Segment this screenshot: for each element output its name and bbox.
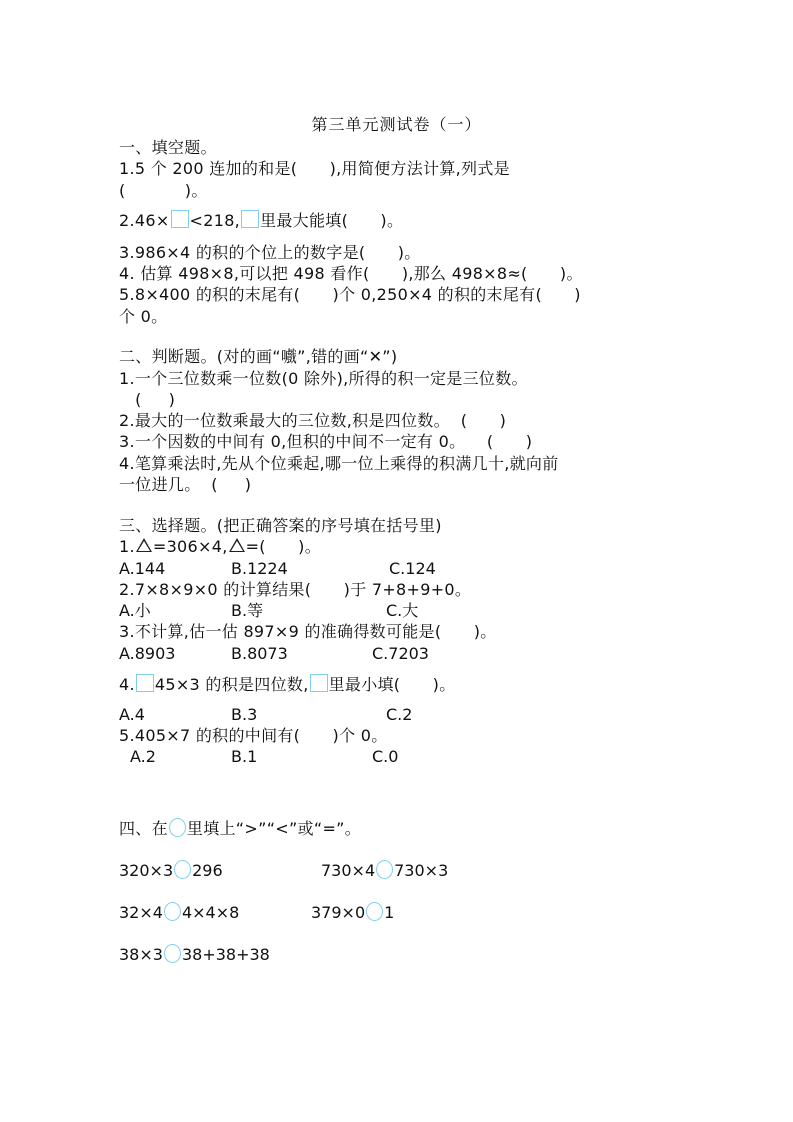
s3-q3-option-b: B.8073 [231, 644, 288, 663]
page-title: 第三单元测试卷（一） [311, 115, 482, 134]
s1-q4: 4. 估算 498×8,可以把 498 看作( ),那么 498×8≈( )。 [119, 264, 583, 283]
s1-q1-line2: ( )。 [119, 181, 208, 200]
s3-q1 [119, 536, 321, 558]
s3-q4-option-a: A.4 [119, 705, 145, 724]
triangle-icon [229, 538, 245, 552]
blank-square-icon [310, 674, 328, 692]
s3-q5-option-b: B.1 [231, 747, 258, 766]
s3-q2: 2.7×8×9×0 的计算结果( )于 7+8+9+0。 [119, 580, 472, 599]
section-1-heading: 一、填空题。 [119, 138, 217, 157]
blank-circle-icon [169, 818, 186, 837]
s1-q5-line1: 5.8×400 的积的末尾有( )个 0,250×4 的积的末尾有( ) [119, 285, 581, 304]
s3-q3: 3.不计算,估一估 897×9 的准确得数可能是( )。 [119, 622, 497, 641]
s4-heading-part2: 里填上“>”“<”或“=”。 [186, 819, 362, 838]
compare-left: 320×3 [119, 861, 174, 880]
s3-q5-option-a: A.2 [130, 747, 156, 766]
compare-item-1 [119, 860, 223, 882]
s2-q2: 2.最大的一位数乘最大的三位数,积是四位数。 ( ) [119, 411, 507, 430]
s3-q4-part2: 45×3 的积是四位数, [154, 675, 309, 694]
s2-q3: 3.一个因数的中间有 0,但积的中间不一定有 0。 ( ) [119, 432, 533, 451]
s1-q2 [119, 210, 403, 232]
s3-q4-option-c: C.2 [386, 705, 413, 724]
s3-q3-option-a: A.8903 [119, 644, 176, 663]
s3-q1-option-c: C.124 [389, 559, 436, 578]
s1-q2-part2: <218, [189, 211, 241, 230]
s3-q1-part3: =( )。 [245, 537, 321, 556]
s3-q4-option-b: B.3 [231, 705, 258, 724]
s3-q5: 5.405×7 的积的中间有( )个 0。 [119, 726, 388, 745]
blank-circle-icon [164, 902, 181, 921]
s1-q5-line2: 个 0。 [119, 307, 168, 326]
s3-q3-option-c: C.7203 [372, 644, 429, 663]
section-3-heading: 三、选择题。(把正确答案的序号填在括号里) [119, 516, 442, 535]
compare-right: 296 [192, 861, 223, 880]
s1-q2-part3: 里最大能填( )。 [260, 211, 404, 230]
s3-q1-option-b: B.1224 [231, 559, 288, 578]
section-4-heading [119, 818, 361, 840]
blank-square-icon [136, 674, 154, 692]
compare-right: 1 [384, 903, 395, 922]
blank-circle-icon [366, 902, 383, 921]
compare-item-2 [321, 860, 448, 882]
s1-q3: 3.986×4 的积的个位上的数字是( )。 [119, 243, 421, 262]
compare-right: 730×3 [394, 861, 449, 880]
s3-q4 [119, 674, 456, 696]
triangle-icon [136, 538, 152, 552]
compare-right: 4×4×8 [181, 903, 240, 922]
compare-item-4 [311, 902, 394, 924]
s3-q1-part2: =306×4, [152, 537, 228, 556]
compare-left: 38×3 [119, 945, 163, 964]
section-2-heading: 二、判断题。(对的画“嚱”,错的画“✕”) [119, 347, 398, 366]
s3-q4-part3: 里最小填( )。 [328, 675, 456, 694]
s3-q1-part1: 1. [119, 537, 135, 556]
blank-square-icon [241, 210, 259, 228]
compare-left: 32×4 [119, 903, 163, 922]
compare-left: 730×4 [321, 861, 376, 880]
s3-q4-part1: 4. [119, 675, 135, 694]
s3-q2-option-b: B.等 [231, 601, 264, 620]
blank-circle-icon [174, 860, 191, 879]
compare-item-5 [119, 944, 270, 966]
s2-q4-line1: 4.笔算乘法时,先从个位乘起,哪一位上乘得的积满几十,就向前 [119, 454, 559, 473]
s2-q1-line2: ( ) [119, 390, 176, 409]
s3-q5-option-c: C.0 [372, 747, 399, 766]
s2-q1-line1: 1.一个三位数乘一位数(0 除外),所得的积一定是三位数。 [119, 369, 528, 388]
s3-q1-option-a: A.144 [119, 559, 166, 578]
compare-left: 379×0 [311, 903, 366, 922]
s1-q1-line1: 1.5 个 200 连加的和是( ),用简便方法计算,列式是 [119, 159, 510, 178]
s3-q2-option-c: C.大 [386, 601, 419, 620]
blank-circle-icon [164, 944, 181, 963]
s2-q4-line2: 一位进几。 ( ) [119, 475, 252, 494]
s4-heading-part1: 四、在 [119, 819, 168, 838]
blank-square-icon [171, 210, 189, 228]
s1-q2-part1: 2.46× [119, 211, 170, 230]
compare-item-3 [119, 902, 239, 924]
blank-circle-icon [376, 860, 393, 879]
s3-q2-option-a: A.小 [119, 601, 151, 620]
compare-right: 38+38+38 [181, 945, 270, 964]
